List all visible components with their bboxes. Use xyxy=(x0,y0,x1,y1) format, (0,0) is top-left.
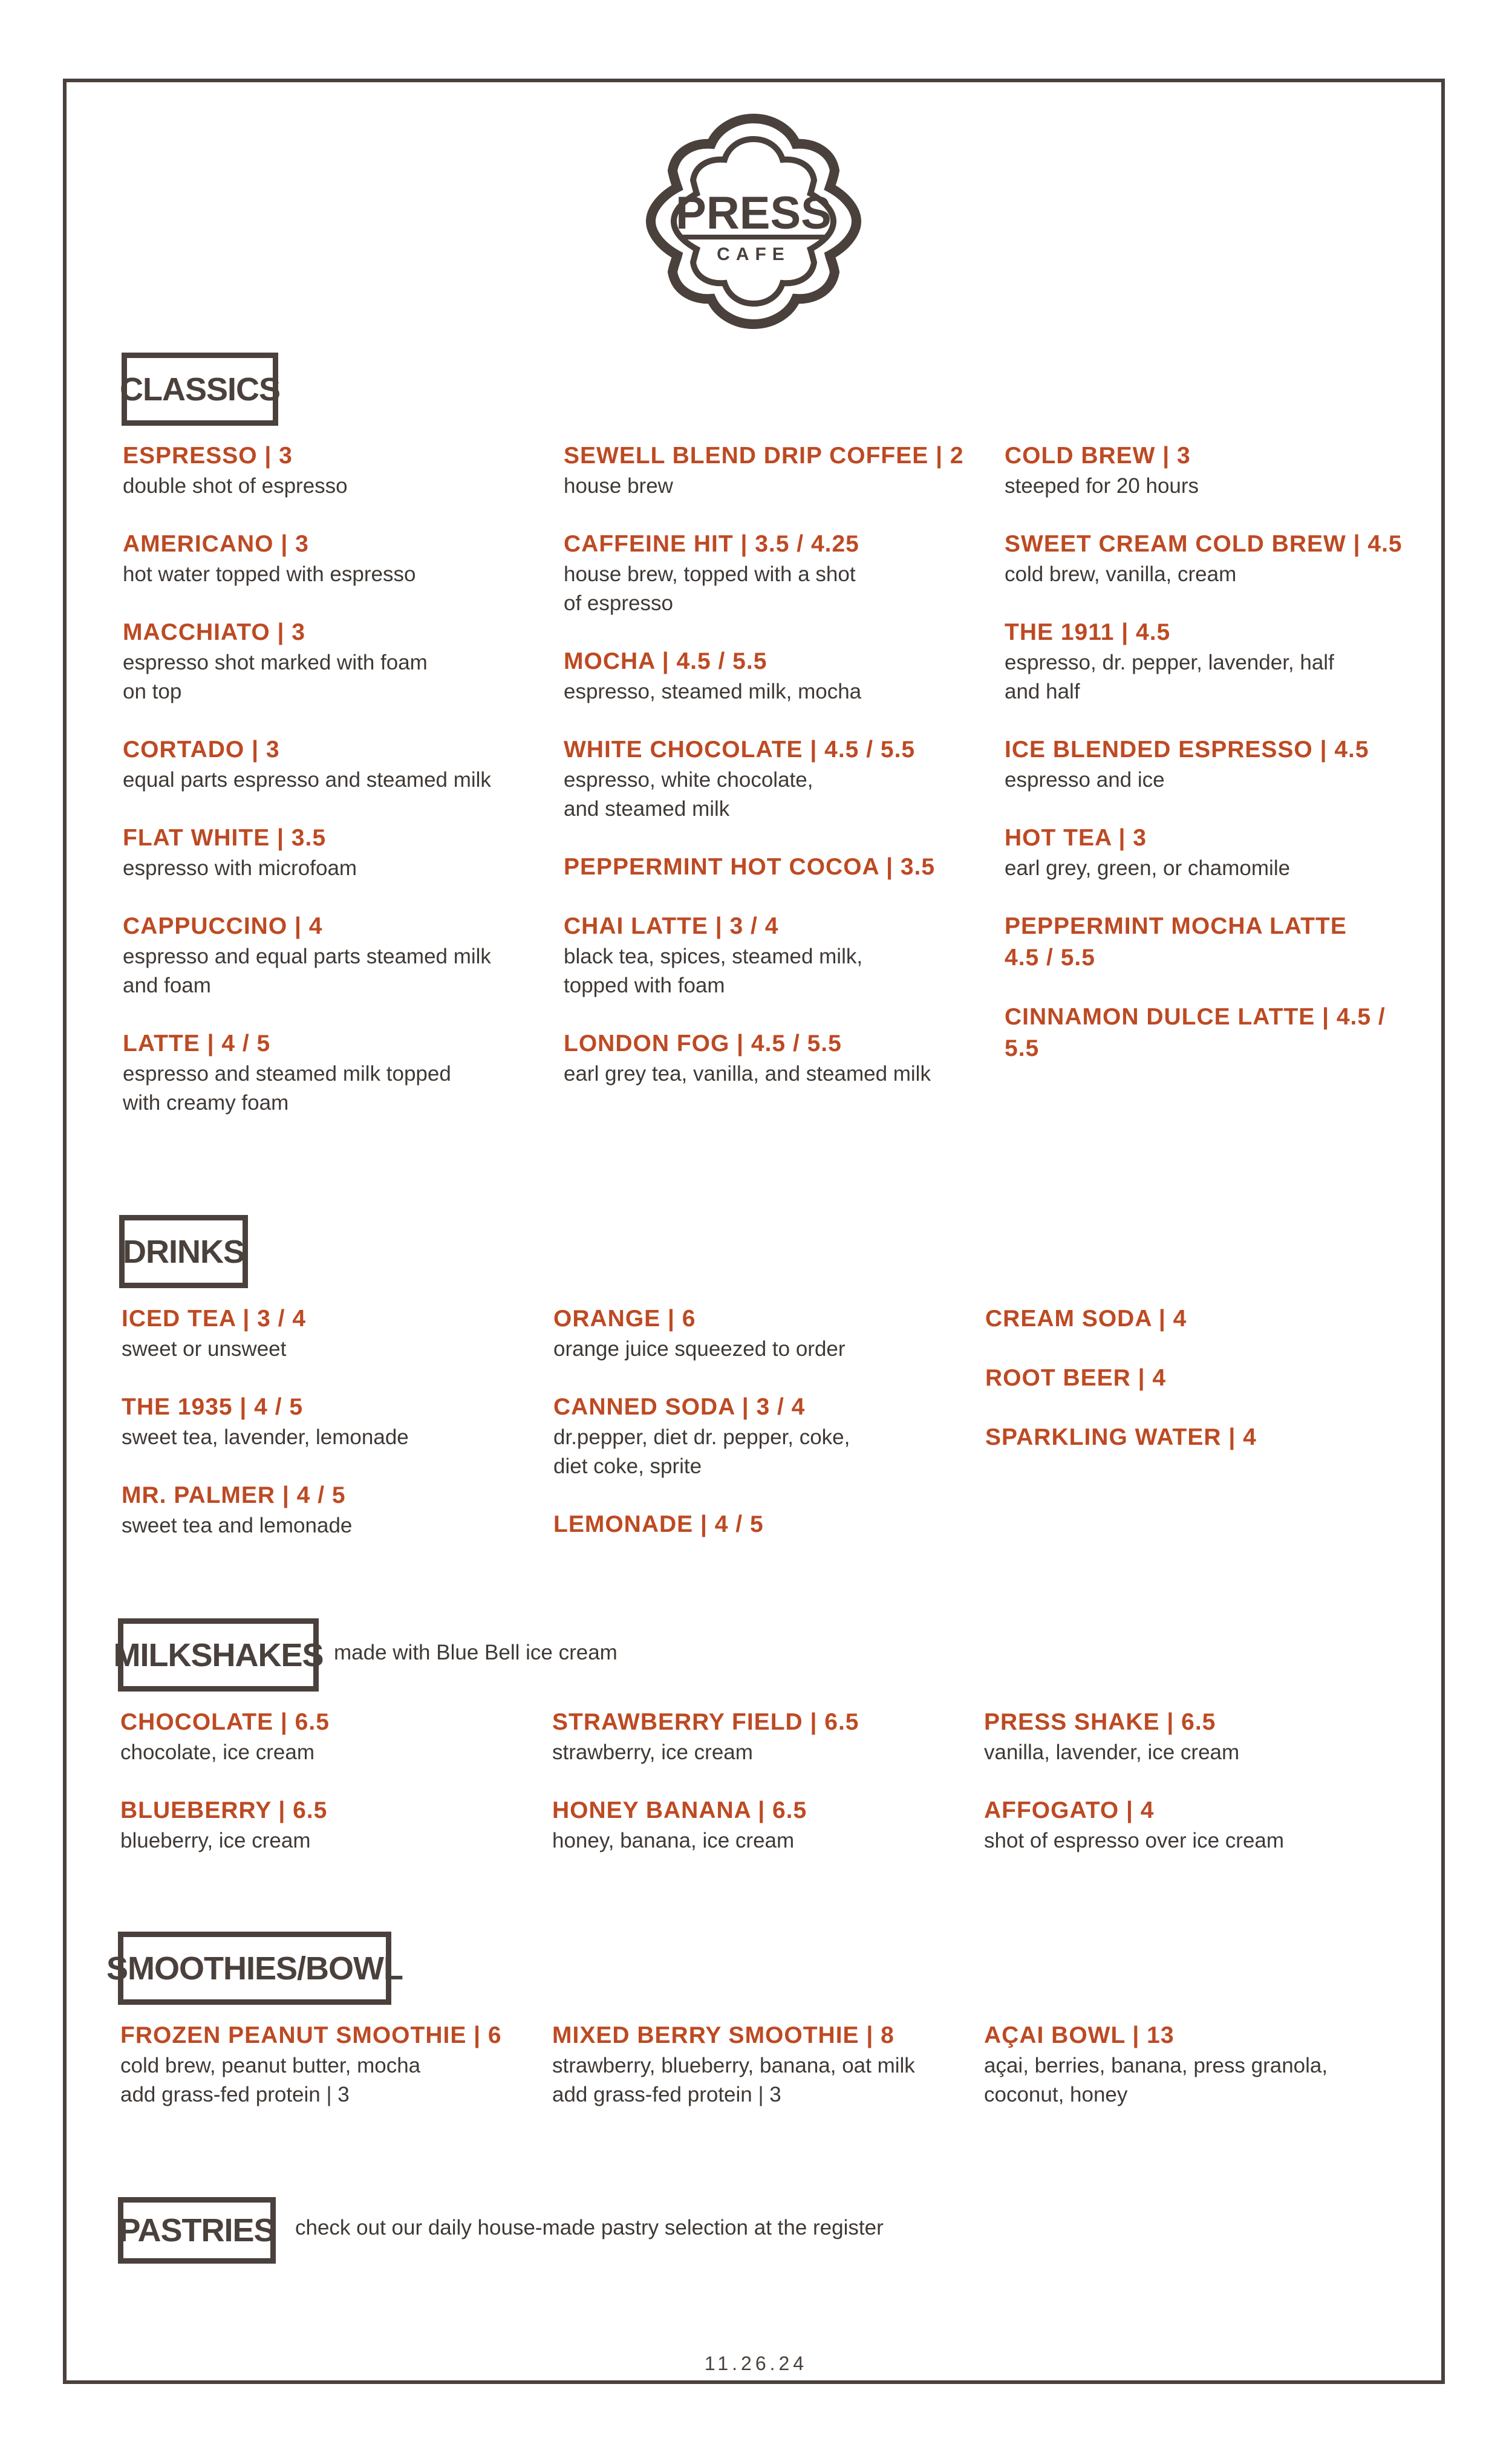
menu-item-description: honey, banana, ice cream xyxy=(552,1829,795,1852)
menu-item-name: COLD BREW | 3 xyxy=(1005,443,1191,469)
menu-item xyxy=(122,1480,539,1540)
menu-item-name: THE 1935 | 4 / 5 xyxy=(122,1394,304,1420)
menu-item-name: CAPPUCCINO | 4 xyxy=(123,913,323,939)
drinks-col-3 xyxy=(985,1303,1403,1481)
menu-item-description: sweet tea and lemonade xyxy=(122,1514,353,1537)
menu-item-description: strawberry, blueberry, banana, oat milk add grass-fed protein | 3 xyxy=(552,2054,915,2106)
menu-item xyxy=(1005,1001,1422,1064)
menu-item-name: HOT TEA | 3 xyxy=(1005,825,1147,851)
menu-item-name: CANNED SODA | 3 / 4 xyxy=(553,1394,806,1420)
milkshakes-note: made with Blue Bell ice cream xyxy=(334,1641,618,1664)
drinks-col-1 xyxy=(122,1303,539,1568)
menu-item-description: hot water topped with espresso xyxy=(123,562,416,586)
menu-item-description: equal parts espresso and steamed milk xyxy=(123,768,491,792)
menu-item-name: HONEY BANANA | 6.5 xyxy=(552,1797,807,1823)
menu-item-description: vanilla, lavender, ice cream xyxy=(984,1741,1240,1764)
menu-item xyxy=(985,1422,1403,1453)
menu-item-name: CAFFEINE HIT | 3.5 / 4.25 xyxy=(564,531,859,557)
section-drinks-heading: DRINKS xyxy=(119,1215,248,1288)
menu-item-name: PRESS SHAKE | 6.5 xyxy=(984,1709,1216,1735)
menu-date: 11.26.24 xyxy=(704,2353,808,2374)
menu-item-name: ICE BLENDED ESPRESSO | 4.5 xyxy=(1005,737,1369,763)
menu-item-name: MIXED BERRY SMOOTHIE | 8 xyxy=(552,2022,894,2048)
menu-item xyxy=(564,529,981,618)
menu-item-description: black tea, spices, steamed milk, topped with foam xyxy=(564,945,863,997)
menu-item-description: shot of espresso over ice cream xyxy=(984,1829,1285,1852)
menu-item-name: AFFOGATO | 4 xyxy=(984,1797,1155,1823)
menu-item-description: sweet or unsweet xyxy=(122,1337,287,1361)
menu-item-description: espresso and ice xyxy=(1005,768,1165,792)
menu-item xyxy=(1005,822,1422,883)
press-cafe-logo xyxy=(645,112,862,330)
menu-item xyxy=(123,529,540,589)
menu-item-name: STRAWBERRY FIELD | 6.5 xyxy=(552,1709,859,1735)
menu-item-description: espresso, white chocolate, and steamed milk xyxy=(564,768,813,821)
menu-item xyxy=(123,617,540,706)
menu-item-name: CORTADO | 3 xyxy=(123,737,280,763)
menu-item xyxy=(564,911,981,1000)
smoothies-col-1 xyxy=(120,2020,544,2137)
menu-item-name: LONDON FOG | 4.5 / 5.5 xyxy=(564,1031,842,1057)
menu-item-description: strawberry, ice cream xyxy=(552,1741,753,1764)
menu-item xyxy=(120,1795,538,1855)
menu-item-description: house brew xyxy=(564,474,673,498)
menu-item xyxy=(564,1028,981,1089)
menu-item-description: espresso and steamed milk topped with creamy foam xyxy=(123,1062,451,1115)
menu-item xyxy=(1005,911,1422,974)
menu-item xyxy=(553,1392,971,1481)
menu-item xyxy=(564,646,981,706)
menu-item-name: LATTE | 4 / 5 xyxy=(123,1031,271,1057)
section-pastries-heading: PASTRIES xyxy=(118,2197,276,2264)
menu-item-description: blueberry, ice cream xyxy=(120,1829,311,1852)
menu-item-name: PEPPERMINT HOT COCOA | 3.5 xyxy=(564,854,936,880)
smoothies-col-2 xyxy=(552,2020,976,2137)
menu-item-description: double shot of espresso xyxy=(123,474,348,498)
classics-col-1 xyxy=(123,440,540,1145)
menu-item-description: espresso and equal parts steamed milk and foam xyxy=(123,945,491,997)
menu-item xyxy=(985,1303,1403,1335)
menu-item xyxy=(120,2020,544,2109)
menu-item-description: dr.pepper, diet dr. pepper, coke, diet coke, sprite xyxy=(553,1425,850,1478)
menu-item-description: cold brew, peanut butter, mocha add grass-fed protein | 3 xyxy=(120,2054,421,2106)
milkshakes-col-3 xyxy=(984,1707,1401,1883)
menu-item-name: WHITE CHOCOLATE | 4.5 / 5.5 xyxy=(564,737,916,763)
menu-item xyxy=(984,1707,1401,1767)
milkshakes-col-1 xyxy=(120,1707,538,1883)
menu-item-description: steeped for 20 hours xyxy=(1005,474,1199,498)
drinks-col-2 xyxy=(553,1303,971,1568)
menu-item xyxy=(553,1303,971,1364)
section-smoothies-heading: SMOOTHIES/BOWL xyxy=(118,1932,391,2005)
menu-item xyxy=(564,852,981,883)
menu-item xyxy=(122,1303,539,1364)
menu-item-description: espresso with microfoam xyxy=(123,856,357,880)
menu-item xyxy=(1005,529,1422,589)
menu-item xyxy=(984,1795,1401,1855)
menu-item-description: espresso shot marked with foam on top xyxy=(123,651,428,703)
menu-item xyxy=(564,734,981,824)
menu-item-name: ICED TEA | 3 / 4 xyxy=(122,1306,307,1332)
menu-item-name: ROOT BEER | 4 xyxy=(985,1365,1167,1391)
milkshakes-col-2 xyxy=(552,1707,969,1883)
menu-item-name: ESPRESSO | 3 xyxy=(123,443,293,469)
smoothies-col-3 xyxy=(984,2020,1407,2137)
menu-item-name: BLUEBERRY | 6.5 xyxy=(120,1797,328,1823)
menu-item-name: SEWELL BLEND DRIP COFFEE | 2 xyxy=(564,443,964,469)
menu-item xyxy=(552,1795,969,1855)
menu-item-description: espresso, steamed milk, mocha xyxy=(564,680,862,703)
menu-item xyxy=(123,734,540,795)
menu-item-name: MACCHIATO | 3 xyxy=(123,619,305,645)
menu-item-name: CINNAMON DULCE LATTE | 4.5 / 5.5 xyxy=(1005,1004,1386,1061)
menu-item-name: LEMONADE | 4 / 5 xyxy=(553,1511,764,1537)
menu-item xyxy=(1005,617,1422,706)
menu-item-description: earl grey tea, vanilla, and steamed milk xyxy=(564,1062,931,1086)
menu-item xyxy=(1005,440,1422,501)
menu-item xyxy=(985,1363,1403,1394)
pastries-note: check out our daily house-made pastry selection at the register xyxy=(295,2216,884,2239)
classics-col-2 xyxy=(564,440,981,1116)
menu-item xyxy=(553,1509,971,1540)
menu-item xyxy=(564,440,981,501)
menu-item-name: FLAT WHITE | 3.5 xyxy=(123,825,327,851)
menu-item-description: earl grey, green, or chamomile xyxy=(1005,856,1291,880)
menu-item-name: PEPPERMINT MOCHA LATTE 4.5 / 5.5 xyxy=(1005,913,1347,971)
menu-item xyxy=(123,911,540,1000)
menu-item-name: ORANGE | 6 xyxy=(553,1306,696,1332)
menu-item xyxy=(120,1707,538,1767)
menu-item-name: CHOCOLATE | 6.5 xyxy=(120,1709,330,1735)
menu-item-description: cold brew, vanilla, cream xyxy=(1005,562,1237,586)
section-milkshakes-heading: MILKSHAKES xyxy=(118,1618,319,1692)
menu-item xyxy=(552,2020,976,2109)
menu-item-name: MOCHA | 4.5 / 5.5 xyxy=(564,648,767,674)
menu-item-name: FROZEN PEANUT SMOOTHIE | 6 xyxy=(120,2022,502,2048)
menu-item xyxy=(1005,734,1422,795)
menu-item-description: orange juice squeezed to order xyxy=(553,1337,846,1361)
menu-item-name: AÇAI BOWL | 13 xyxy=(984,2022,1175,2048)
menu-item-name: THE 1911 | 4.5 xyxy=(1005,619,1171,645)
menu-item xyxy=(123,822,540,883)
menu-item-description: espresso, dr. pepper, lavender, half and half xyxy=(1005,651,1334,703)
classics-col-3 xyxy=(1005,440,1422,1092)
menu-item-name: CHAI LATTE | 3 / 4 xyxy=(564,913,779,939)
menu-item-name: SWEET CREAM COLD BREW | 4.5 xyxy=(1005,531,1403,557)
menu-item xyxy=(123,1028,540,1118)
menu-item-description: açai, berries, banana, press granola, coconut, honey xyxy=(984,2054,1328,2106)
logo-press-text: PRESS xyxy=(676,187,832,239)
menu-item-name: CREAM SODA | 4 xyxy=(985,1306,1187,1332)
menu-item xyxy=(122,1392,539,1452)
menu-item xyxy=(552,1707,969,1767)
menu-item-name: AMERICANO | 3 xyxy=(123,531,309,557)
menu-item-description: chocolate, ice cream xyxy=(120,1741,314,1764)
section-classics-heading: CLASSICS xyxy=(122,353,278,426)
menu-item-description: sweet tea, lavender, lemonade xyxy=(122,1425,409,1449)
menu-item-name: SPARKLING WATER | 4 xyxy=(985,1424,1257,1450)
menu-item-name: MR. PALMER | 4 / 5 xyxy=(122,1482,346,1508)
menu-item xyxy=(123,440,540,501)
menu-item xyxy=(984,2020,1407,2109)
menu-item-description: house brew, topped with a shot of espresso xyxy=(564,562,856,615)
logo-cafe-text: CAFE xyxy=(717,244,790,264)
